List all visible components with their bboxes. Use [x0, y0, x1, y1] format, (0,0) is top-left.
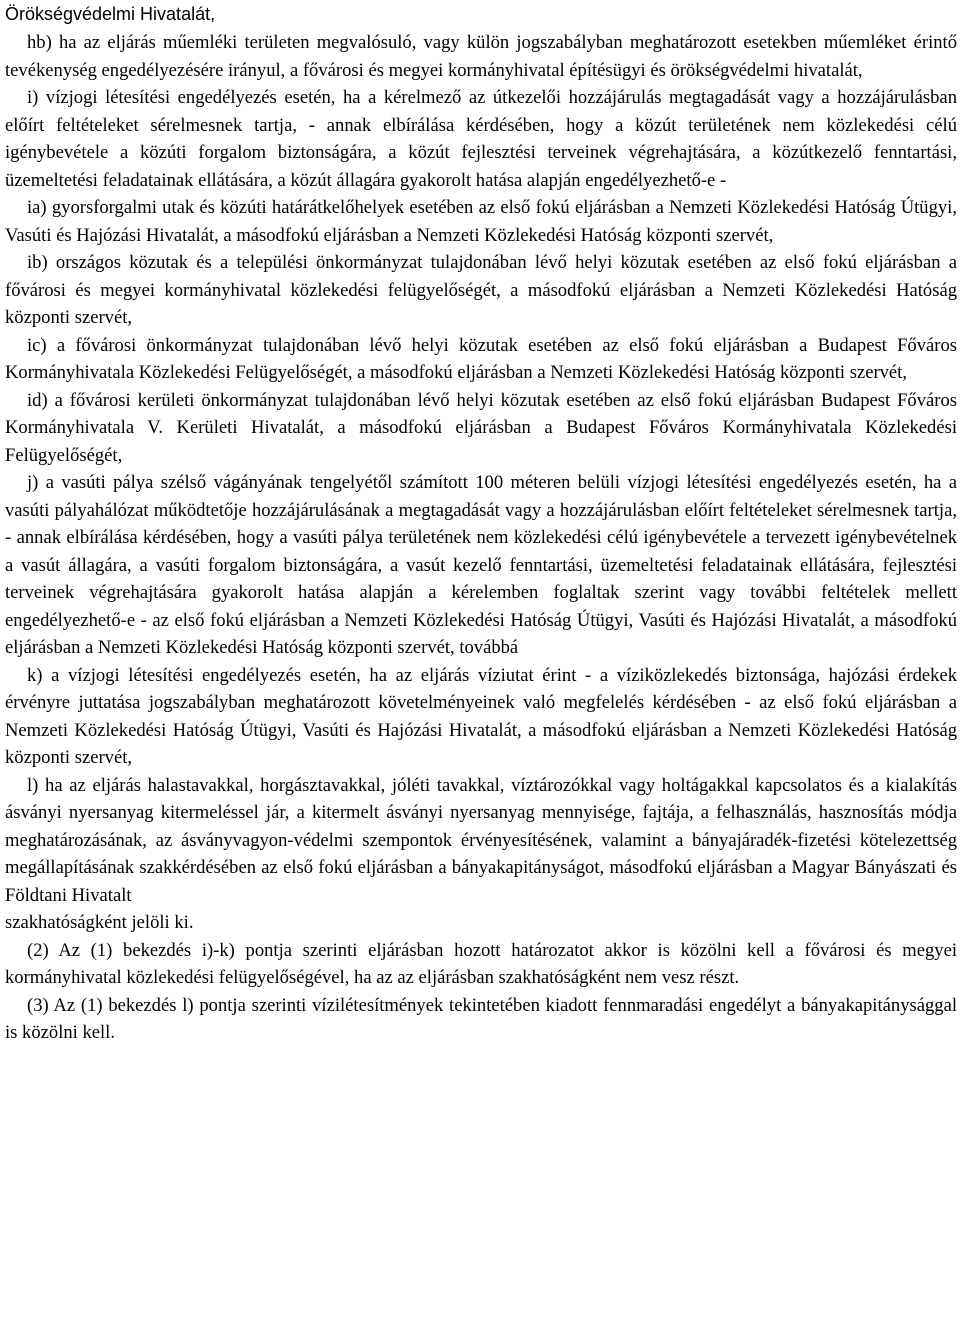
- document-page: [5, 0, 957, 1047]
- paragraph-heading-continuation: Örökségvédelmi Hivatalát,: [5, 4, 216, 24]
- paragraph-l: l) ha az eljárás halastavakkal, horgásztavakkal, jóléti tavakkal, víztározókkal vagy holtágakkal kapcsolatos és a kialakítás ásványi nyersanyag kitermeléssel jár, a kitermelt ásványi nyersanyag mennyisége, fajtája, a felhasználás, hasznosítás módja meghatározásának, az ásványvagyon-védelmi szempontok érvényesítésének, valamint a bányajáradék-fizetési kötelezettség megállapításának szakkérdésében az első fokú eljárásban a bányakapitányságot, másodfokú eljárásban a Magyar Bányászati és Földtani Hivatalt: [5, 774, 957, 906]
- paragraph-hb: hb) ha az eljárás műemléki területen megvalósuló, vagy külön jogszabályban meghatározott esetekben műemléket érintő tevékenység engedélyezésére irányul, a fővárosi és megyei kormányhivatal építésügyi és örökségvédelmi hivatalát,: [5, 32, 957, 81]
- paragraph-i: i) vízjogi létesítési engedélyezés esetén, ha a kérelmező az útkezelői hozzájárulás megtagadását vagy a hozzájárulásban előírt feltételeket sérelmesnek tartja, - annak elbírálása kérdésében, hogy a közút területének nem közlekedési célú igénybevétele a közúti forgalom biztonságára, a közút fejlesztési terveinek végrehajtására, a közútkezelő fenntartási, üzemeltetési feladatainak ellátására, a közút állagára gyakorolt hatása alapján engedélyezhető-e -: [5, 87, 957, 191]
- paragraph-k: k) a vízjogi létesítési engedélyezés esetén, ha az eljárás víziutat érint - a víziközlekedés biztonsága, hajózási érdekek érvényre juttatása jogszabályban meghatározott követelményeinek való megfelelés kérdésében - az első fokú eljárásban a Nemzeti Közlekedési Hatóság Útügyi, Vasúti és Hajózási Hivatalát, a másodfokú eljárásban a Nemzeti Közlekedési Hatóság központi szervét,: [5, 664, 957, 768]
- paragraph-j: j) a vasúti pálya szélső vágányának tengelyétől számított 100 méteren belüli vízjogi létesítési engedélyezés esetén, ha a vasúti pályahálózat működtetője hozzájárulásának a megtagadását vagy a hozzájárulásban előírt feltételeket sérelmesnek tartja, - annak elbírálása kérdésében, hogy a vasúti pálya területének nem közlekedési célú igénybevétele a tervezett igénybevételnek a vasút állagára, a vasúti forgalom biztonságára, a vasút kezelő fenntartási, üzemeltetési feladatainak ellátására, fejlesztési terveinek végrehajtására gyakorolt hatása alapján a kérelemben foglaltak szerint vagy további feltételek mellett engedélyezhető-e - az első fokú eljárásban a Nemzeti Közlekedési Hatóság Útügyi, Vasúti és Hajózási Hivatalát, a másodfokú eljárásban a Nemzeti Közlekedési Hatóság központi szervét, továbbá: [5, 472, 957, 658]
- paragraph-ia: ia) gyorsforgalmi utak és közúti határátkelőhelyek esetében az első fokú eljárásban a Nemzeti Közlekedési Hatóság Útügyi, Vasúti és Hajózási Hivatalát, a másodfokú eljárásban a Nemzeti Közlekedési Hatóság központi szervét,: [5, 197, 957, 246]
- paragraph-id: id) a fővárosi kerületi önkormányzat tulajdonában lévő helyi közutak esetében az első fokú eljárásban Budapest Főváros Kormányhivatala V. Kerületi Hivatalát, a másodfokú eljárásban a Budapest Főváros Kormányhivatala Közlekedési Felügyelőségét,: [5, 389, 957, 466]
- paragraph-ic: ic) a fővárosi önkormányzat tulajdonában lévő helyi közutak esetében az első fokú eljárásban a Budapest Főváros Kormányhivatala Közlekedési Felügyelőségét, a másodfokú eljárásban a Nemzeti Közlekedési Hatóság központi szervét,: [5, 334, 957, 383]
- paragraph-designation: szakhatóságként jelöli ki.: [5, 912, 194, 933]
- paragraph-3: (3) Az (1) bekezdés l) pontja szerinti vízilétesítmények tekintetében kiadott fennmaradási engedélyt a bányakapitánysággal is közölni kell.: [5, 994, 957, 1043]
- paragraph-ib: ib) országos közutak és a települési önkormányzat tulajdonában lévő helyi közutak esetében az első fokú eljárásban a fővárosi és megyei kormányhivatal közlekedési felügyelőségét, a másodfokú eljárásban a Nemzeti Közlekedési Hatóság központi szervét,: [5, 252, 957, 328]
- paragraph-2: (2) Az (1) bekezdés i)-k) pontja szerinti eljárásban hozott határozatot akkor is közölni kell a fővárosi és megyei kormányhivatal közlekedési felügyelőségével, ha az az eljárásban szakhatóságként nem vesz részt.: [5, 939, 957, 988]
